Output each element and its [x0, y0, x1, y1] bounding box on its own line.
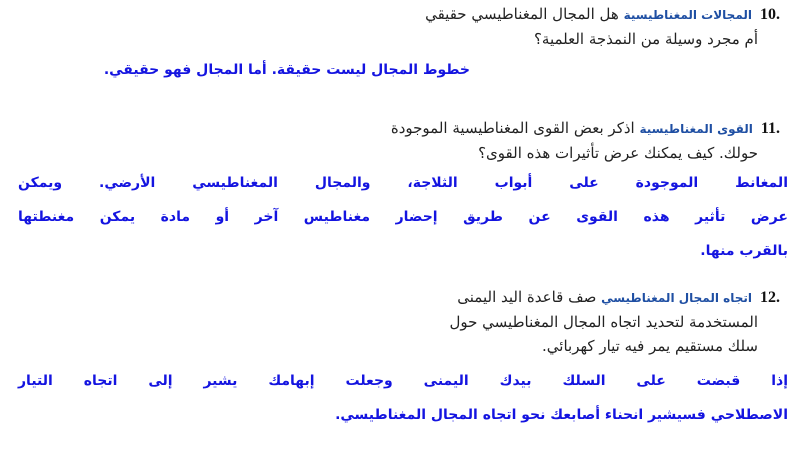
question-number: 12. [760, 289, 780, 306]
question-topic: اتجاه المجال المغناطيسي [601, 291, 752, 305]
question-12-line-3: سلك مستقيم يمر فيه تيار كهربائي. [542, 337, 758, 355]
answer-12 [18, 370, 788, 428]
question-12-line-1 [449, 285, 780, 310]
question-topic: القوى المغناطيسية [639, 122, 753, 136]
question-11-line-1 [391, 116, 780, 141]
answer-11 [18, 172, 788, 264]
question-topic: المجالات المغناطيسية [623, 8, 752, 22]
answer-line: عرض تأثير هذه القوى عن طريق إحضار مغناطيس آخر أو مادة يمكن مغنطتها [18, 209, 788, 225]
question-11-line-2: حولك. كيف يمكنك عرض تأثيرات هذه القوى؟ [478, 144, 758, 162]
question-number: 10. [760, 6, 780, 23]
question-12-line-2: المستخدمة لتحديد اتجاه المجال المغناطيسي حول [449, 313, 758, 331]
answer-line: الاصطلاحي فسيشير انحناء أصابعك نحو اتجاه المجال المغناطيسي. [335, 407, 788, 423]
question-text: هل المجال المغناطيسي حقيقي [425, 5, 619, 23]
answer-line: إذا قبضت على السلك بيدك اليمنى وجعلت إبهامك يشير إلى اتجاه التيار [18, 373, 788, 389]
answer-10 [104, 62, 470, 78]
answer-line: بالقرب منها. [700, 243, 788, 259]
question-11 [391, 116, 780, 165]
answer-line: خطوط المجال ليست حقيقة. أما المجال فهو حقيقي. [103, 62, 470, 78]
question-text: اذكر بعض القوى المغناطيسية الموجودة [390, 119, 635, 137]
question-10-line-1 [425, 2, 780, 27]
question-12 [449, 285, 780, 358]
question-10-line-2: أم مجرد وسيلة من النمذجة العلمية؟ [533, 30, 758, 48]
answer-line: المغانط الموجودة على أبواب الثلاجة، والمجال المغناطيسي الأرضي. ويمكن [18, 175, 788, 191]
question-text: صف قاعدة اليد اليمنى [457, 288, 597, 306]
question-10 [425, 2, 780, 51]
question-number: 11. [760, 120, 780, 137]
